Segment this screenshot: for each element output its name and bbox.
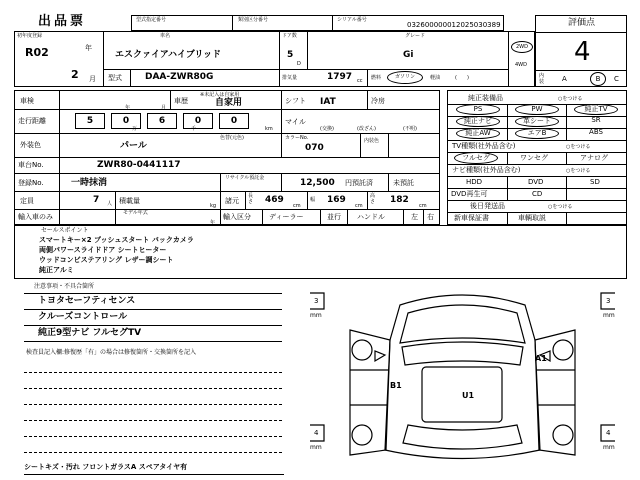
docs-header: 後日発送品 (470, 202, 505, 210)
grade-value: Gi (403, 50, 414, 60)
right-side (535, 330, 575, 455)
tv-analog: アナログ (580, 154, 608, 162)
import-label: 輸入車のみ (18, 213, 53, 221)
tire-depth-rear-left: 4 (314, 429, 319, 437)
tire-depth-front-right: 3 (606, 297, 611, 305)
damage-mark-u1: U1 (462, 391, 475, 400)
interior-color-label: 内装色 (364, 138, 380, 144)
car-name: エスクァイアハイブリッド (115, 50, 222, 60)
shift-label: シフト (285, 97, 306, 105)
width-value: 169 (327, 195, 346, 205)
mileage-digit: 0 (183, 113, 213, 129)
model-label: 型式 (108, 74, 122, 82)
navi-dvd: DVD (528, 178, 544, 186)
selling-point-line: 純正アルミ (39, 266, 74, 274)
registration-number-label: 登録No. (18, 179, 44, 187)
load-label: 積載量 (119, 197, 140, 205)
selling-point-line: スマートキー×2 プッシュスタート バックカメラ (39, 236, 194, 244)
form-number-label: 型式指定番号 (136, 17, 167, 23)
owner-manual: 車輌取説 (518, 214, 546, 222)
color-number: 070 (305, 143, 324, 153)
car-damage-diagram (290, 285, 635, 480)
grade-label: グレード (405, 33, 426, 39)
equip-leather-seat-circled: 革シート (515, 116, 559, 127)
drive-4wd: 4WD (515, 62, 527, 68)
equip-genuine-aw-circled: 純正AW (456, 128, 500, 139)
windshield (402, 342, 523, 365)
mile-label: マイル (285, 118, 306, 126)
interior-grade-label: 内装 (539, 73, 545, 85)
damage-mark-b1: B1 (390, 381, 402, 390)
import-type-label: 輸入区分 (223, 213, 251, 221)
rear-right-wheel (553, 425, 573, 445)
recycle-label: リサイクル預託金 (225, 175, 265, 181)
interior-grade-c: C (614, 75, 619, 83)
tv-fullseg-circled: フルセグ (454, 152, 498, 164)
rear-left-wheel (352, 425, 372, 445)
score-box (535, 15, 627, 87)
exterior-color-label: 外装色 (20, 141, 41, 149)
exterior-color: パール (120, 141, 147, 151)
equip-sunroof: SR (591, 116, 601, 124)
displacement-label: 排気量 (282, 75, 298, 81)
shift-value: IAT (320, 97, 336, 107)
capacity-label: 定員 (20, 197, 34, 205)
cd: CD (532, 190, 543, 198)
mileage-digits (75, 111, 275, 133)
class-number-label: 類別区分番号 (238, 17, 269, 23)
serial-label: シリアル番号 (337, 17, 367, 23)
header-code-row (131, 15, 504, 31)
tv-type-header: TV種類(社外品含む) (452, 142, 516, 150)
selling-point-line: 両側パワースライドドア シートヒーター (39, 246, 167, 254)
notes-label: 注意事項・不具合箇所 (34, 283, 95, 290)
mileage-digit: 0 (219, 113, 249, 129)
note-line: クルーズコントロール (38, 312, 128, 322)
sheet-title: 出品票 (38, 14, 87, 29)
usage-label: 車歴 (174, 97, 188, 105)
new-car-warranty: 新車保証書 (454, 214, 489, 222)
recycle-fee: 12,500 (300, 178, 335, 188)
displacement-value: 1797 (327, 72, 353, 82)
equip-ps-circled: PS (456, 104, 500, 115)
vehicle-header-grid: 初年度登録 R02 年 2 月 車名 エスクァイアハイブリッド 型式 DAA-ZWR80G ドア数 5 D グレード Gi 2WD 4WD 排気量 1797 cc 燃料 ガソリン 軽油 ( ) (14, 31, 535, 87)
tv-oneseg: ワンセグ (520, 154, 548, 162)
inspection-label: 車検 (20, 97, 34, 105)
selling-points-box (14, 225, 627, 279)
registration-number: 一時抹消 (71, 178, 108, 188)
note-line: トヨタセーフティセンス (38, 296, 136, 306)
car-name-label: 車名 (160, 33, 171, 39)
doors-label: ドア数 (282, 33, 297, 39)
interior-grade-a: A (562, 75, 567, 83)
score-value: 4 (574, 37, 591, 67)
mileage-digit: 6 (147, 113, 177, 129)
front-left-wheel (352, 340, 372, 360)
first-registration-label: 初年度登録 (17, 33, 43, 39)
svg-text:mm: mm (603, 444, 615, 451)
chassis-label: 車台No. (18, 161, 44, 169)
equip-abs: ABS (589, 128, 603, 136)
mileage-digit: 5 (75, 113, 105, 129)
registration-month: 2 (71, 68, 79, 81)
rear-window (403, 425, 522, 449)
capacity-value: 7 (93, 195, 100, 205)
equipment-grid: 純正装備品 ○をつける PS PW 純正TV 純正ナビ 革シート SR 純正AW エアB ABS TV種類(社外品含む) ○をつける フルセグ ワンセグ アナログ ナビ種類(社外品含む) ○をつける HDD DVD SD DVD再生可 CD 後日発送品 ○をつける 新車保証書 車輌取説 (447, 90, 627, 225)
hood (400, 305, 525, 343)
note-line: 純正9型ナビ フルセグTV (38, 328, 142, 338)
body-outline (385, 295, 540, 459)
mileage-digit: 0 (111, 113, 141, 129)
navi-sd: SD (590, 178, 600, 186)
fuel-diesel: 軽油 (430, 75, 441, 81)
ac-label: 冷房 (371, 97, 385, 105)
bottom-note: シートキズ・汚れ フロントガラスA スペアタイヤ有 (24, 463, 188, 471)
inspector-notes-label: 検査員記入欄:修復歴「有」の場合は修復箇所・交換箇所を記入 (26, 349, 197, 356)
equip-genuine-tv-circled: 純正TV (574, 104, 618, 115)
tire-depth-front-left: 3 (314, 297, 319, 305)
svg-text:mm: mm (310, 444, 322, 451)
mileage-label: 走行距離 (18, 117, 46, 125)
damage-mark-a1: A1 (535, 354, 547, 363)
color-number-label: カラーNo. (285, 135, 309, 141)
navi-hdd: HDD (466, 178, 483, 186)
selling-points-label: セールスポイント (41, 227, 89, 234)
front-right-wheel (553, 340, 573, 360)
usage-value: 自家用 (215, 98, 243, 108)
serial-number: 032600000012025030389 (407, 21, 501, 29)
score-label: 評価点 (568, 18, 596, 28)
model-year-label: モデル年式 (123, 210, 148, 216)
tire-depth-rear-right: 4 (606, 429, 611, 437)
equipment-header: 純正装備品 (468, 94, 503, 102)
svg-text:mm: mm (310, 312, 322, 319)
drive-2wd-circled: 2WD (511, 41, 533, 53)
dvd-playback: DVD再生可 (451, 190, 488, 198)
equip-pw-circled: PW (515, 104, 559, 115)
svg-text:mm: mm (603, 312, 615, 319)
equip-airbag-circled: エアB (515, 128, 559, 139)
inspector-blank-lines (24, 362, 284, 462)
selling-point-line: ウッドコンビステアリング レザー調シート (39, 256, 174, 264)
registration-era-year: R02 (25, 46, 49, 59)
dims-label: 諸元 (225, 197, 239, 205)
vehicle-info-grid: 車検 年 月 車歴 ※未記入は自家用 自家用 シフト IAT 冷房 走行距離 5 0 6 0 0 万 千 km マイル (交換) (改ざん) (不明) 外装色 パール 色替(元色) カラーNo. 070 内装色 車台No. ZWR80-0441117 登録No. 一時抹消 リサイクル預託金 12,500 円預託済 未預託 定員 7 人 積載量 kg 諸元 長さ 469 cm 幅 169 cm 高さ 182 cm 輸入車のみ モデル年式 年 輸入区分 ディーラー 並行 ハンドル 左 右 (14, 90, 440, 225)
left-side (350, 330, 390, 455)
navi-type-header: ナビ種類(社外品含む) (452, 166, 521, 174)
model-code: DAA-ZWR80G (145, 72, 214, 82)
interior-grade-b-circled: B (590, 72, 606, 86)
door-count: 5 (287, 50, 294, 60)
fuel-gasoline-circled: ガソリン (387, 71, 423, 84)
fuel-label: 燃料 (371, 75, 382, 81)
chassis-number: ZWR80-0441117 (97, 160, 181, 170)
length-value: 469 (265, 195, 284, 205)
equip-genuine-navi-circled: 純正ナビ (456, 116, 500, 127)
height-value: 182 (390, 195, 409, 205)
